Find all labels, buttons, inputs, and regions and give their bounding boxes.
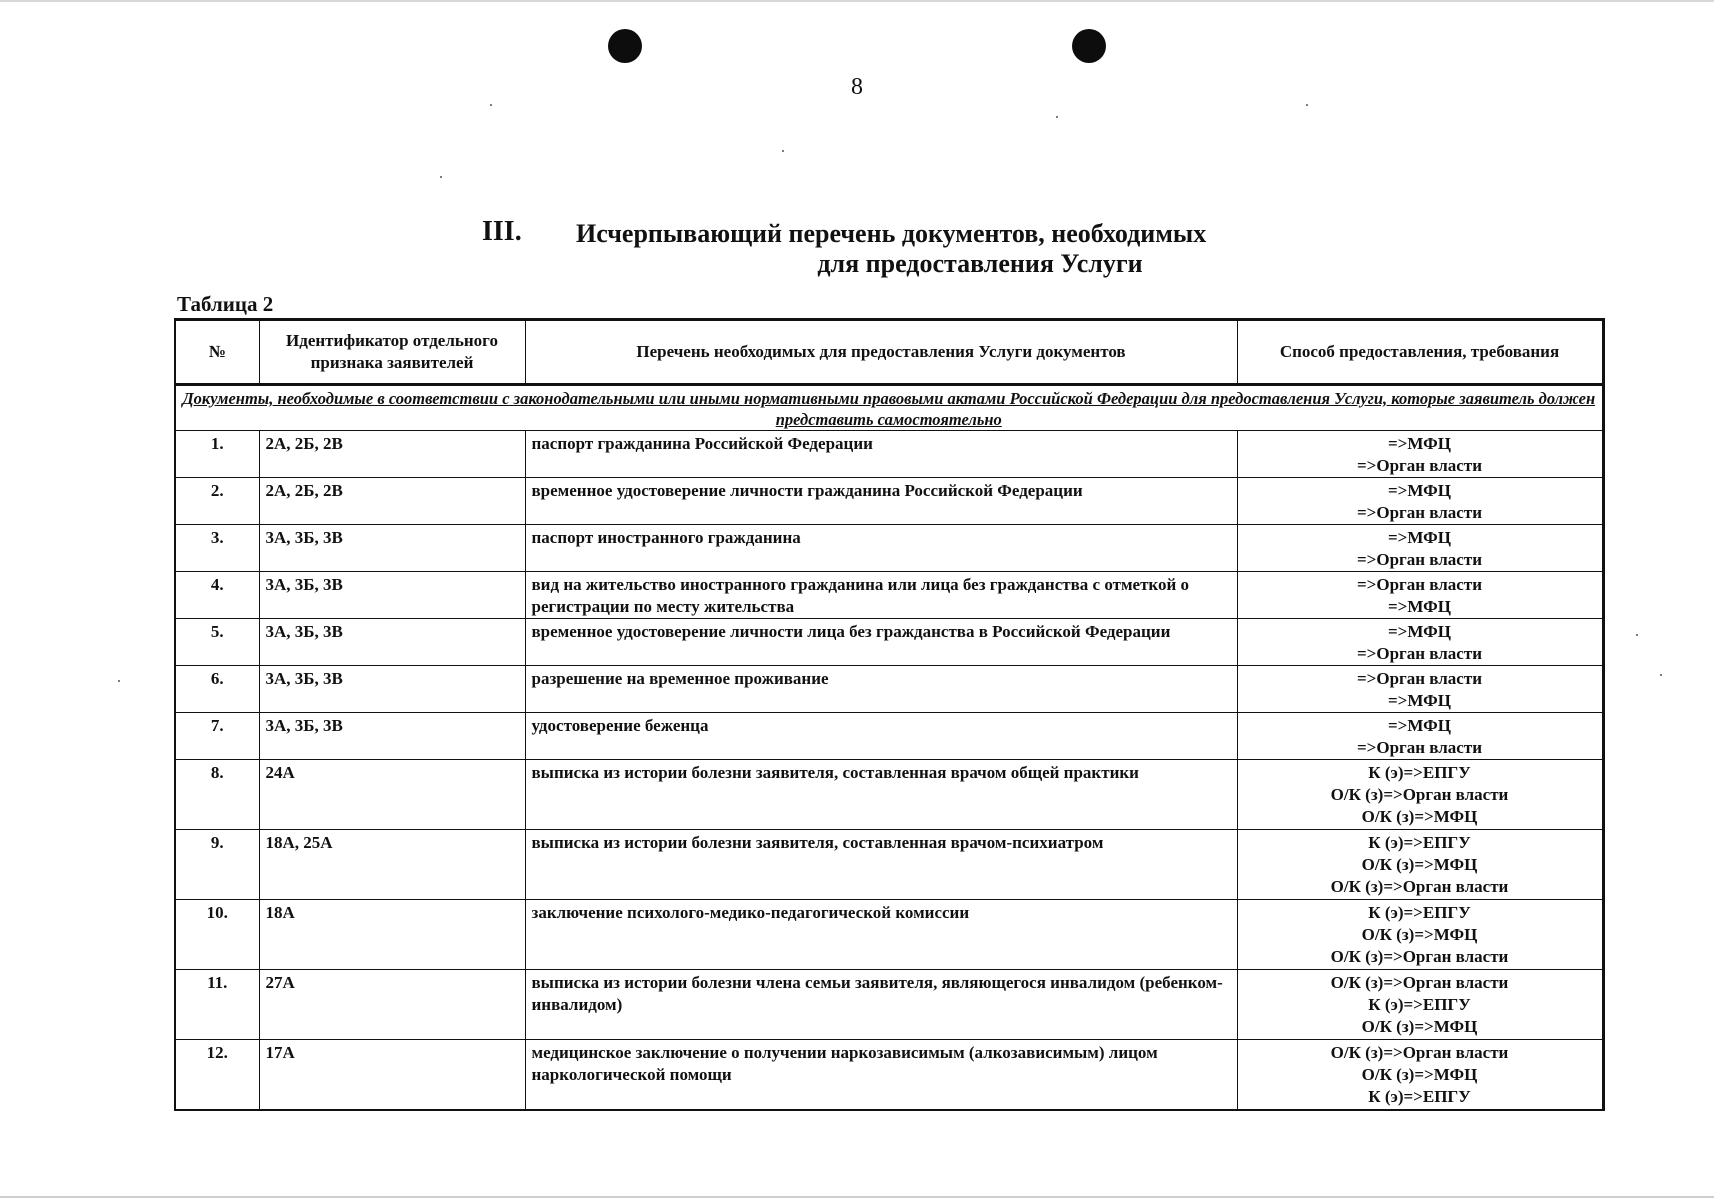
row-document: заключение психолого-медико-педагогической комиссии (525, 900, 1237, 970)
row-document: выписка из истории болезни заявителя, составленная врачом общей практики (525, 760, 1237, 830)
method-line: О/К (з)=>МФЦ (1361, 855, 1478, 874)
header-identifier: Идентификатор отдельного признака заявителей (259, 320, 525, 385)
row-method (1237, 830, 1603, 900)
scan-bottom-edge (0, 1196, 1714, 1198)
method-line: =>Орган власти (1356, 456, 1482, 475)
header-documents: Перечень необходимых для предоставления Услуги документов (525, 320, 1237, 385)
row-method (1237, 572, 1603, 619)
row-identifier: 3А, 3Б, 3В (259, 572, 525, 619)
row-document: выписка из истории болезни заявителя, составленная врачом-психиатром (525, 830, 1237, 900)
method-line: =>МФЦ (1387, 481, 1452, 500)
row-method (1237, 713, 1603, 760)
row-number: 6. (175, 666, 259, 713)
section-title-line1: Исчерпывающий перечень документов, необходимых (576, 219, 1207, 248)
page-number: 8 (851, 74, 863, 100)
scan-top-edge (0, 0, 1714, 2)
method-line: К (э)=>ЕПГУ (1368, 763, 1471, 782)
table-row (175, 478, 1603, 525)
method-line: К (э)=>ЕПГУ (1368, 995, 1471, 1014)
table-body (175, 385, 1603, 1110)
section-numeral: III. (482, 216, 522, 247)
row-number: 12. (175, 1040, 259, 1110)
row-identifier: 27А (259, 970, 525, 1040)
table-row (175, 619, 1603, 666)
table-row (175, 713, 1603, 760)
method-line: К (э)=>ЕПГУ (1368, 1087, 1471, 1106)
method-line: О/К (з)=>МФЦ (1361, 925, 1478, 944)
row-number: 3. (175, 525, 259, 572)
method-line: О/К (з)=>Орган власти (1330, 947, 1509, 966)
row-identifier: 24А (259, 760, 525, 830)
scan-speck (118, 680, 120, 682)
row-method (1237, 478, 1603, 525)
row-document: удостоверение беженца (525, 713, 1237, 760)
table-row (175, 830, 1603, 900)
row-number: 1. (175, 431, 259, 478)
row-document: выписка из истории болезни члена семьи заявителя, являющегося инвалидом (ребенком-инвалидом) (525, 970, 1237, 1040)
method-line: =>МФЦ (1387, 597, 1452, 616)
row-document: паспорт гражданина Российской Федерации (525, 431, 1237, 478)
method-line: =>Орган власти (1356, 503, 1482, 522)
method-line: =>Орган власти (1356, 575, 1482, 594)
row-number: 10. (175, 900, 259, 970)
row-method (1237, 525, 1603, 572)
row-document: паспорт иностранного гражданина (525, 525, 1237, 572)
row-method (1237, 970, 1603, 1040)
method-line: =>Орган власти (1356, 738, 1482, 757)
row-number: 5. (175, 619, 259, 666)
method-line: О/К (з)=>МФЦ (1361, 1017, 1478, 1036)
method-line: К (э)=>ЕПГУ (1368, 833, 1471, 852)
scan-speck (1306, 104, 1308, 106)
table-row (175, 572, 1603, 619)
method-line: К (э)=>ЕПГУ (1368, 903, 1471, 922)
table-header-row (175, 320, 1603, 385)
row-identifier: 2А, 2Б, 2В (259, 478, 525, 525)
row-identifier: 3А, 3Б, 3В (259, 525, 525, 572)
method-line: =>МФЦ (1387, 434, 1452, 453)
subheader-text: Документы, необходимые в соответствии с законодательными или иными нормативными правовыми актами Российской Федерации для предоставления Услуги, которые заявитель должен представить самостоятельно (182, 389, 1596, 429)
scan-speck (490, 104, 492, 106)
row-method (1237, 900, 1603, 970)
scan-speck (782, 150, 784, 152)
method-line: =>Орган власти (1356, 644, 1482, 663)
row-method (1237, 431, 1603, 478)
row-identifier: 2А, 2Б, 2В (259, 431, 525, 478)
documents-table (174, 318, 1605, 1111)
row-document: медицинское заключение о получении наркозависимым (алкозависимым) лицом наркологической помощи (525, 1040, 1237, 1110)
row-number: 11. (175, 970, 259, 1040)
row-number: 8. (175, 760, 259, 830)
row-identifier: 18А, 25А (259, 830, 525, 900)
method-line: О/К (з)=>МФЦ (1361, 807, 1478, 826)
method-line: О/К (з)=>Орган власти (1330, 1043, 1509, 1062)
scan-speck (1056, 116, 1058, 118)
method-line: О/К (з)=>Орган власти (1330, 973, 1509, 992)
row-identifier: 18А (259, 900, 525, 970)
method-line: =>МФЦ (1387, 622, 1452, 641)
subheader-cell (175, 385, 1603, 431)
method-line: =>МФЦ (1387, 691, 1452, 710)
header-num: № (175, 320, 259, 385)
method-line: О/К (з)=>МФЦ (1361, 1065, 1478, 1084)
method-line: =>Орган власти (1356, 669, 1482, 688)
scan-speck (440, 176, 442, 178)
row-method (1237, 619, 1603, 666)
row-identifier: 3А, 3Б, 3В (259, 666, 525, 713)
table-row (175, 525, 1603, 572)
row-document: вид на жительство иностранного гражданина или лица без гражданства с отметкой о регистрации по месту жительства (525, 572, 1237, 619)
scan-speck (1636, 634, 1638, 636)
row-method (1237, 1040, 1603, 1110)
table-row (175, 666, 1603, 713)
method-line: =>МФЦ (1387, 716, 1452, 735)
scan-speck (1660, 674, 1662, 676)
table-caption: Таблица 2 (177, 292, 274, 316)
header-method: Способ предоставления, требования (1237, 320, 1603, 385)
row-document: временное удостоверение личности лица без гражданства в Российской Федерации (525, 619, 1237, 666)
row-document: временное удостоверение личности гражданина Российской Федерации (525, 478, 1237, 525)
row-method (1237, 666, 1603, 713)
method-line: О/К (з)=>Орган власти (1330, 877, 1509, 896)
row-identifier: 17А (259, 1040, 525, 1110)
method-line: О/К (з)=>Орган власти (1330, 785, 1509, 804)
row-document: разрешение на временное проживание (525, 666, 1237, 713)
method-line: =>Орган власти (1356, 550, 1482, 569)
section-title-line2: для предоставления Услуги (817, 249, 1143, 278)
table-row (175, 1040, 1603, 1110)
table-row (175, 760, 1603, 830)
row-identifier: 3А, 3Б, 3В (259, 619, 525, 666)
row-number: 2. (175, 478, 259, 525)
row-number: 4. (175, 572, 259, 619)
punch-hole-right (1072, 29, 1106, 63)
row-method (1237, 760, 1603, 830)
punch-hole-left (608, 29, 642, 63)
row-identifier: 3А, 3Б, 3В (259, 713, 525, 760)
table-row (175, 900, 1603, 970)
row-number: 9. (175, 830, 259, 900)
table-row (175, 970, 1603, 1040)
row-number: 7. (175, 713, 259, 760)
table-row (175, 431, 1603, 478)
table-subheader-row (175, 385, 1603, 431)
method-line: =>МФЦ (1387, 528, 1452, 547)
